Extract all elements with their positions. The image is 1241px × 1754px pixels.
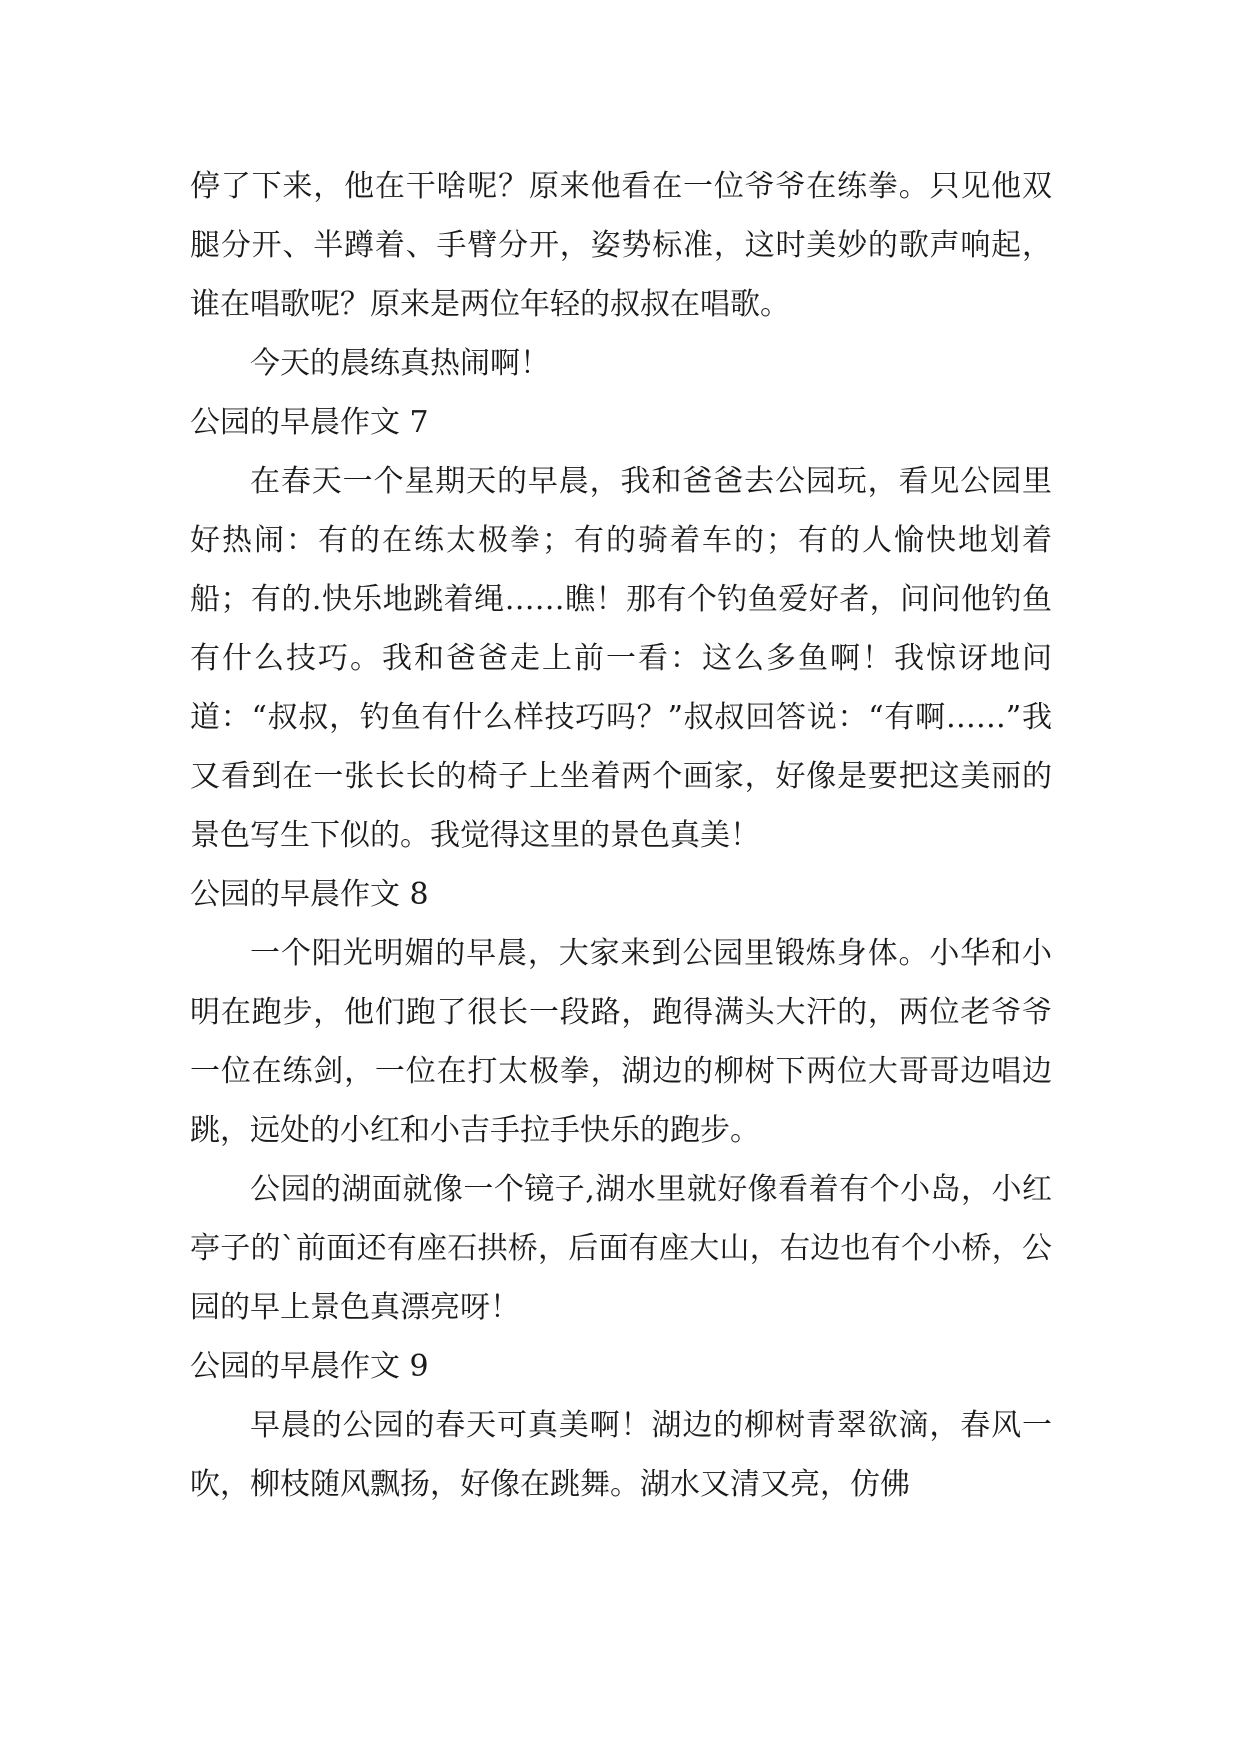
- paragraph: 今天的晨练真热闹啊！: [250, 346, 550, 381]
- paragraph: 停了下来，他在干啥呢？原来他看在一位爷爷在练拳。只见他双腿分开、半蹲着、手臂分开，姿势标准，这时美妙的歌声响起，谁在唱歌呢？原来是两位年轻的叔叔在唱歌。: [190, 169, 1052, 322]
- document-body: [190, 157, 1052, 1514]
- section-heading: 公园的早晨作文 7: [190, 405, 429, 440]
- paragraph: 公园的湖面就像一个镜子,湖水里就好像看着有个小岛，小红亭子的`前面还有座石拱桥，后面有座大山，右边也有个小桥，公园的早上景色真漂亮呀！: [190, 1172, 1052, 1325]
- paragraph: 早晨的公园的春天可真美啊！湖边的柳树青翠欲滴，春风一吹，柳枝随风飘扬，好像在跳舞。湖水又清又亮，仿佛: [190, 1408, 1052, 1502]
- section-heading: 公园的早晨作文 9: [190, 1349, 429, 1384]
- paragraph: 一个阳光明媚的早晨，大家来到公园里锻炼身体。小华和小明在跑步，他们跑了很长一段路，跑得满头大汗的，两位老爷爷一位在练剑，一位在打太极拳，湖边的柳树下两位大哥哥边唱边跳，远处的小红和小吉手拉手快乐的跑步。: [190, 936, 1052, 1148]
- paragraph: 在春天一个星期天的早晨，我和爸爸去公园玩，看见公园里好热闹：有的在练太极拳；有的骑着车的；有的人愉快地划着船；有的.快乐地跳着绳……瞧！那有个钓鱼爱好者，问问他钓鱼有什么技巧。我和爸爸走上前一看：这么多鱼啊！我惊讶地问道：“叔叔，钓鱼有什么样技巧吗？”叔叔回答说：“有啊……”我又看到在一张长长的椅子上坐着两个画家，好像是要把这美丽的景色写生下似的。我觉得这里的景色真美！: [190, 464, 1052, 853]
- section-heading: 公园的早晨作文 8: [190, 877, 429, 912]
